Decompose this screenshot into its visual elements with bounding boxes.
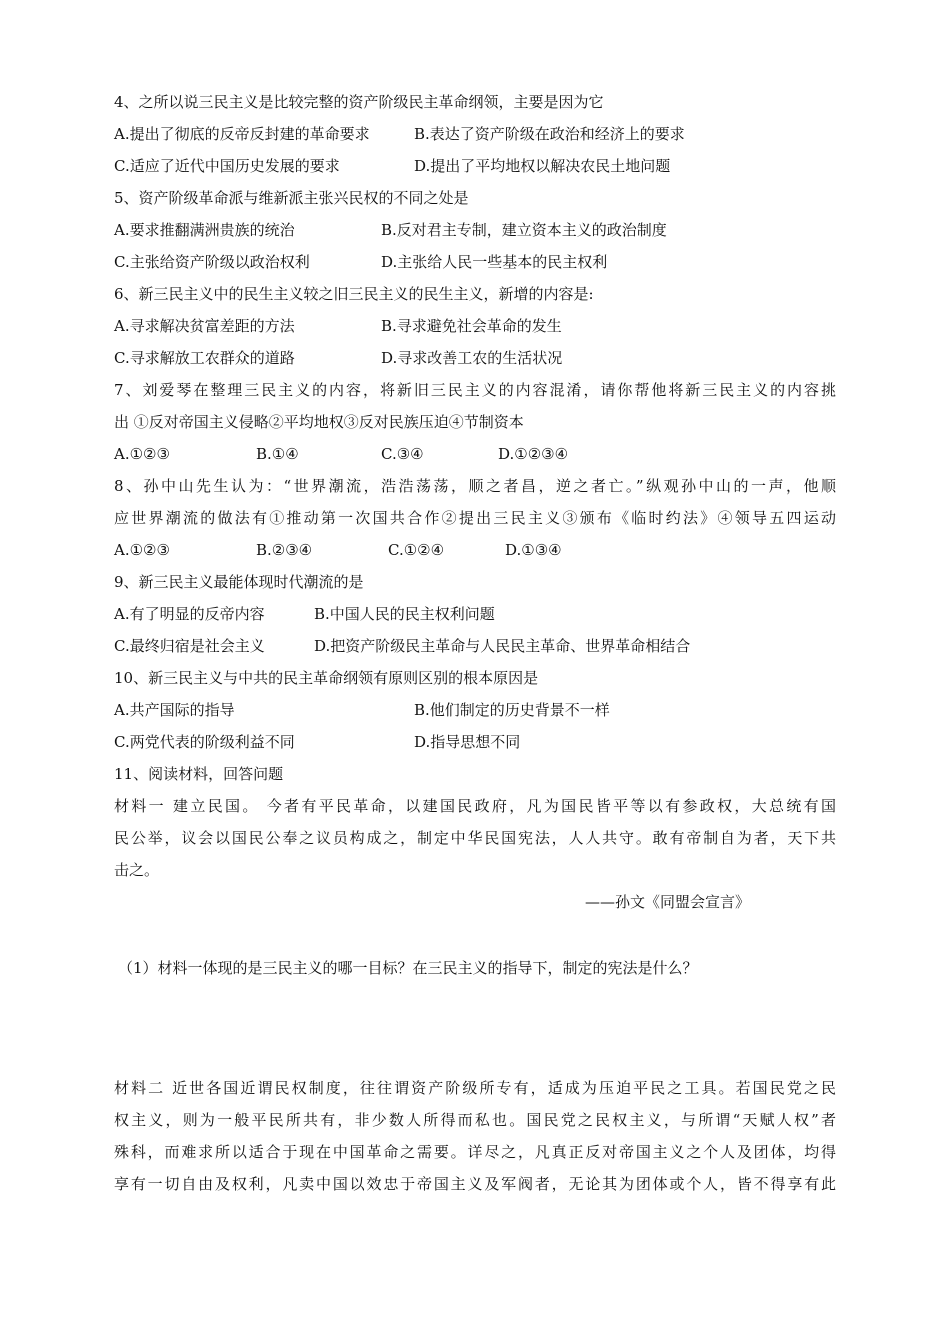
q7-option-c: C.③④ bbox=[381, 445, 424, 463]
q9-option-d: D.把资产阶级民主革命与人民民主革命、世界革命相结合 bbox=[314, 637, 691, 655]
q7-option-b: B.①④ bbox=[256, 445, 299, 463]
q5-option-a: A.要求推翻满洲贵族的统治 bbox=[114, 221, 295, 239]
q8-stem-line1: 8、孙中山先生认为：“世界潮流，浩浩荡荡，顺之者昌，逆之者亡。”纵观孙中山的一声，他顺 bbox=[114, 477, 836, 495]
material-two-line1: 材料二 近世各国近谓民权制度，往往谓资产阶级所专有，适成为压迫平民之工具。若国民党之民 bbox=[114, 1079, 836, 1097]
material-two-line4: 享有一切自由及权利，凡卖中国以效忠于帝国主义及军阀者，无论其为团体或个人，皆不得享有此 bbox=[114, 1175, 836, 1193]
material-two-line3: 殊科，而难求所以适合于现在中国革命之需要。详尽之，凡真正反对帝国主义之个人及团体，均得 bbox=[114, 1143, 836, 1161]
q10-option-d: D.指导思想不同 bbox=[414, 733, 521, 751]
q8-stem-line2: 应世界潮流的做法有①推动第一次国共合作②提出三民主义③颁布《临时约法》④领导五四运动 bbox=[114, 509, 836, 527]
q4-option-a: A.提出了彻底的反帝反封建的革命要求 bbox=[114, 125, 370, 143]
q5-option-c: C.主张给资产阶级以政治权利 bbox=[114, 253, 310, 271]
q9-option-a: A.有了明显的反帝内容 bbox=[114, 605, 265, 623]
q10-option-a: A.共产国际的指导 bbox=[114, 701, 235, 719]
material-one-line1: 材料一 建立民国。 今者有平民革命，以建国民政府，凡为国民皆平等以有参政权，大总统有国 bbox=[114, 797, 836, 815]
q6-option-c: C.寻求解放工农群众的道路 bbox=[114, 349, 295, 367]
q9-option-c: C.最终归宿是社会主义 bbox=[114, 637, 265, 655]
q10-option-b: B.他们制定的历史背景不一样 bbox=[414, 701, 610, 719]
q4-option-c: C.适应了近代中国历史发展的要求 bbox=[114, 157, 340, 175]
q10-stem: 10、新三民主义与中共的民主革命纲领有原则区别的根本原因是 bbox=[114, 669, 539, 687]
q8-option-a: A.①②③ bbox=[114, 541, 170, 559]
q6-option-d: D.寻求改善工农的生活状况 bbox=[381, 349, 563, 367]
q7-stem-line2: 出 ①反对帝国主义侵略②平均地权③反对民族压迫④节制资本 bbox=[114, 413, 524, 431]
q5-stem: 5、资产阶级革命派与维新派主张兴民权的不同之处是 bbox=[114, 189, 469, 207]
q4-stem: 4、之所以说三民主义是比较完整的资产阶级民主革命纲领，主要是因为它 bbox=[114, 93, 604, 111]
q6-option-b: B.寻求避免社会革命的发生 bbox=[381, 317, 562, 335]
sub-question-1: （1）材料一体现的是三民主义的哪一目标？在三民主义的指导下，制定的宪法是什么？ bbox=[118, 959, 698, 977]
q8-option-b: B.②③④ bbox=[256, 541, 313, 559]
q7-option-a: A.①②③ bbox=[114, 445, 170, 463]
q7-option-d: D.①②③④ bbox=[498, 445, 569, 463]
q6-stem: 6、新三民主义中的民生主义较之旧三民主义的民生主义，新增的内容是: bbox=[114, 285, 594, 303]
material-one-line3: 击之。 bbox=[114, 861, 160, 879]
q8-option-c: C.①②④ bbox=[388, 541, 445, 559]
q5-option-b: B.反对君主专制，建立资本主义的政治制度 bbox=[381, 221, 667, 239]
q5-option-d: D.主张给人民一些基本的民主权利 bbox=[381, 253, 608, 271]
q6-option-a: A.寻求解决贫富差距的方法 bbox=[114, 317, 295, 335]
q10-option-c: C.两党代表的阶级利益不同 bbox=[114, 733, 295, 751]
q9-option-b: B.中国人民的民主权利问题 bbox=[314, 605, 495, 623]
q4-option-d: D.提出了平均地权以解决农民土地问题 bbox=[414, 157, 671, 175]
material-two-line2: 权主义，则为一般平民所共有，非少数人所得而私也。国民党之民权主义，与所谓“天赋人权”者 bbox=[114, 1111, 836, 1129]
q9-stem: 9、新三民主义最能体现时代潮流的是 bbox=[114, 573, 364, 591]
q4-option-b: B.表达了资产阶级在政治和经济上的要求 bbox=[414, 125, 685, 143]
q7-stem-line1: 7、刘爱琴在整理三民主义的内容，将新旧三民主义的内容混淆，请你帮他将新三民主义的内容挑 bbox=[114, 381, 836, 399]
material-one-line2: 民公举，议会以国民公奉之议员构成之，制定中华民国宪法，人人共守。敢有帝制自为者，天下共 bbox=[114, 829, 836, 847]
q11-stem: 11、阅读材料，回答问题 bbox=[114, 765, 284, 783]
q8-option-d: D.①③④ bbox=[505, 541, 562, 559]
material-one-source: ——孙文《同盟会宣言》 bbox=[584, 893, 750, 911]
